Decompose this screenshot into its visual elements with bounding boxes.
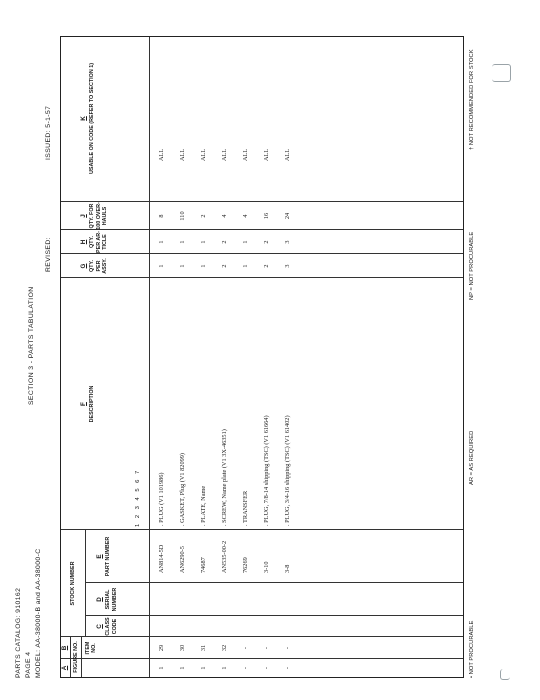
col-a-header: A [61, 665, 68, 671]
table-cell: 1 [221, 666, 228, 670]
table-cell: . GASKET, Plug (V1 82099) [179, 453, 186, 526]
table-cell: - [284, 666, 291, 670]
table-cell: ALL [242, 148, 249, 161]
table-cell: - [284, 646, 291, 650]
col-c-header: C CLASS CODE [96, 617, 118, 636]
table-cell: . SCREW, Name plate (V1 3X-46351) [221, 429, 228, 526]
col-h-header: H QTY. PER AR- TICLE [80, 231, 108, 253]
table-cell: ALL [284, 148, 291, 161]
revised-label: REVISED: [45, 237, 52, 272]
table-cell: ALL [200, 148, 207, 161]
table-cell: 74687 [200, 557, 207, 573]
table-cell: 31 [200, 644, 207, 652]
table-cell: ALL [158, 148, 165, 161]
table-cell: . PLUG, 3/4-16 shipping (TSC) (V1 61402) [284, 415, 291, 526]
col-j-header: J QTY. FOR 100 OVER- HAULS [80, 202, 108, 230]
figure-no-label: FIGURE NO. [73, 641, 79, 673]
table-cell: - [263, 646, 270, 650]
table-cell: AN814-5D [158, 544, 165, 573]
table-cell: ALL [221, 148, 228, 161]
pencil-mark [500, 669, 510, 680]
table-cell: 32 [221, 644, 228, 652]
indent-scale: 1 2 3 4 5 6 7 [135, 468, 141, 527]
table-cell: 1 [242, 240, 249, 244]
col-g-header: G QTY. PER ASSY. [80, 258, 108, 274]
table-cell: - [242, 666, 249, 670]
pencil-mark [492, 64, 511, 82]
table-cell: 1 [200, 240, 207, 244]
table-cell: - [242, 646, 249, 650]
item-no-label: ITEM NO. [85, 641, 98, 655]
table-cell: AN6290-5 [179, 546, 186, 573]
stock-number-header: STOCK NUMBER [70, 561, 76, 606]
col-f-header: F DESCRIPTION [80, 385, 96, 423]
table-cell: ALL [263, 148, 270, 161]
table-cell: 4 [242, 214, 249, 218]
parts-table [60, 36, 464, 678]
table-cell: 1 [158, 240, 165, 244]
table-cell: 2 [263, 264, 270, 268]
table-cell: 2 [263, 240, 270, 244]
table-cell: 1 [179, 264, 186, 268]
col-d-header: D SERIAL NUMBER [96, 587, 118, 612]
table-cell: 1 [158, 666, 165, 670]
table-cell: 76269 [242, 557, 249, 573]
table-cell: 30 [179, 644, 186, 652]
table-cell: 1 [179, 666, 186, 670]
table-cell: 24 [284, 212, 291, 220]
table-cell: 4 [221, 214, 228, 218]
table-cell: 29 [158, 644, 165, 652]
table-cell: 1 [200, 264, 207, 268]
parts-catalog-number: PARTS CATALOG: 910162 [15, 587, 22, 678]
table-cell: 2 [221, 240, 228, 244]
table-cell: . TRANSFER [242, 490, 249, 526]
col-b-header: B [61, 645, 68, 651]
footnote-as-required: AR = AS REQUIRED [469, 430, 475, 485]
table-cell: 1 [158, 264, 165, 268]
table-cell: 2 [200, 214, 207, 218]
page-number: PAGE 4 [25, 651, 32, 678]
section-title: SECTION 3 - PARTS TABULATION [28, 286, 35, 405]
footnote-not-procurable: • NOT PROCURABLE [469, 620, 475, 678]
footnote-not-recommended: † NOT RECOMMENDED FOR STOCK [469, 49, 475, 150]
col-e-header: E PART NUMBER [96, 536, 112, 577]
table-cell: 1 [200, 666, 207, 670]
table-cell: 110 [179, 211, 186, 221]
model-line: MODEL: AA-38000-B and AA-38000-C [35, 548, 42, 678]
table-cell: 1 [179, 240, 186, 244]
table-cell: . PLUG, 7/8-14 shipping (TSC) (V1 61664) [263, 415, 270, 526]
table-cell: . PLUG (V1 101986) [158, 472, 165, 526]
table-cell: 3 [284, 264, 291, 268]
table-cell: 2 [221, 264, 228, 268]
table-cell: 3-8 [284, 564, 291, 573]
table-cell: 1 [242, 264, 249, 268]
table-cell: ALL [179, 148, 186, 161]
table-cell: 3 [284, 240, 291, 244]
table-cell: 8 [158, 214, 165, 218]
col-k-header: K USABLE ON CODE (REFER TO SECTION 1) [80, 62, 96, 175]
table-cell: . PLATE, Name [200, 485, 207, 526]
issued-date: ISSUED: 5-1-57 [45, 105, 52, 160]
table-cell: AN535-00-2 [221, 540, 228, 573]
table-cell: - [263, 666, 270, 670]
table-cell: 16 [263, 212, 270, 220]
footnote-np: NP = NOT PROCURABLE [469, 231, 475, 300]
table-cell: 3-10 [263, 561, 270, 573]
